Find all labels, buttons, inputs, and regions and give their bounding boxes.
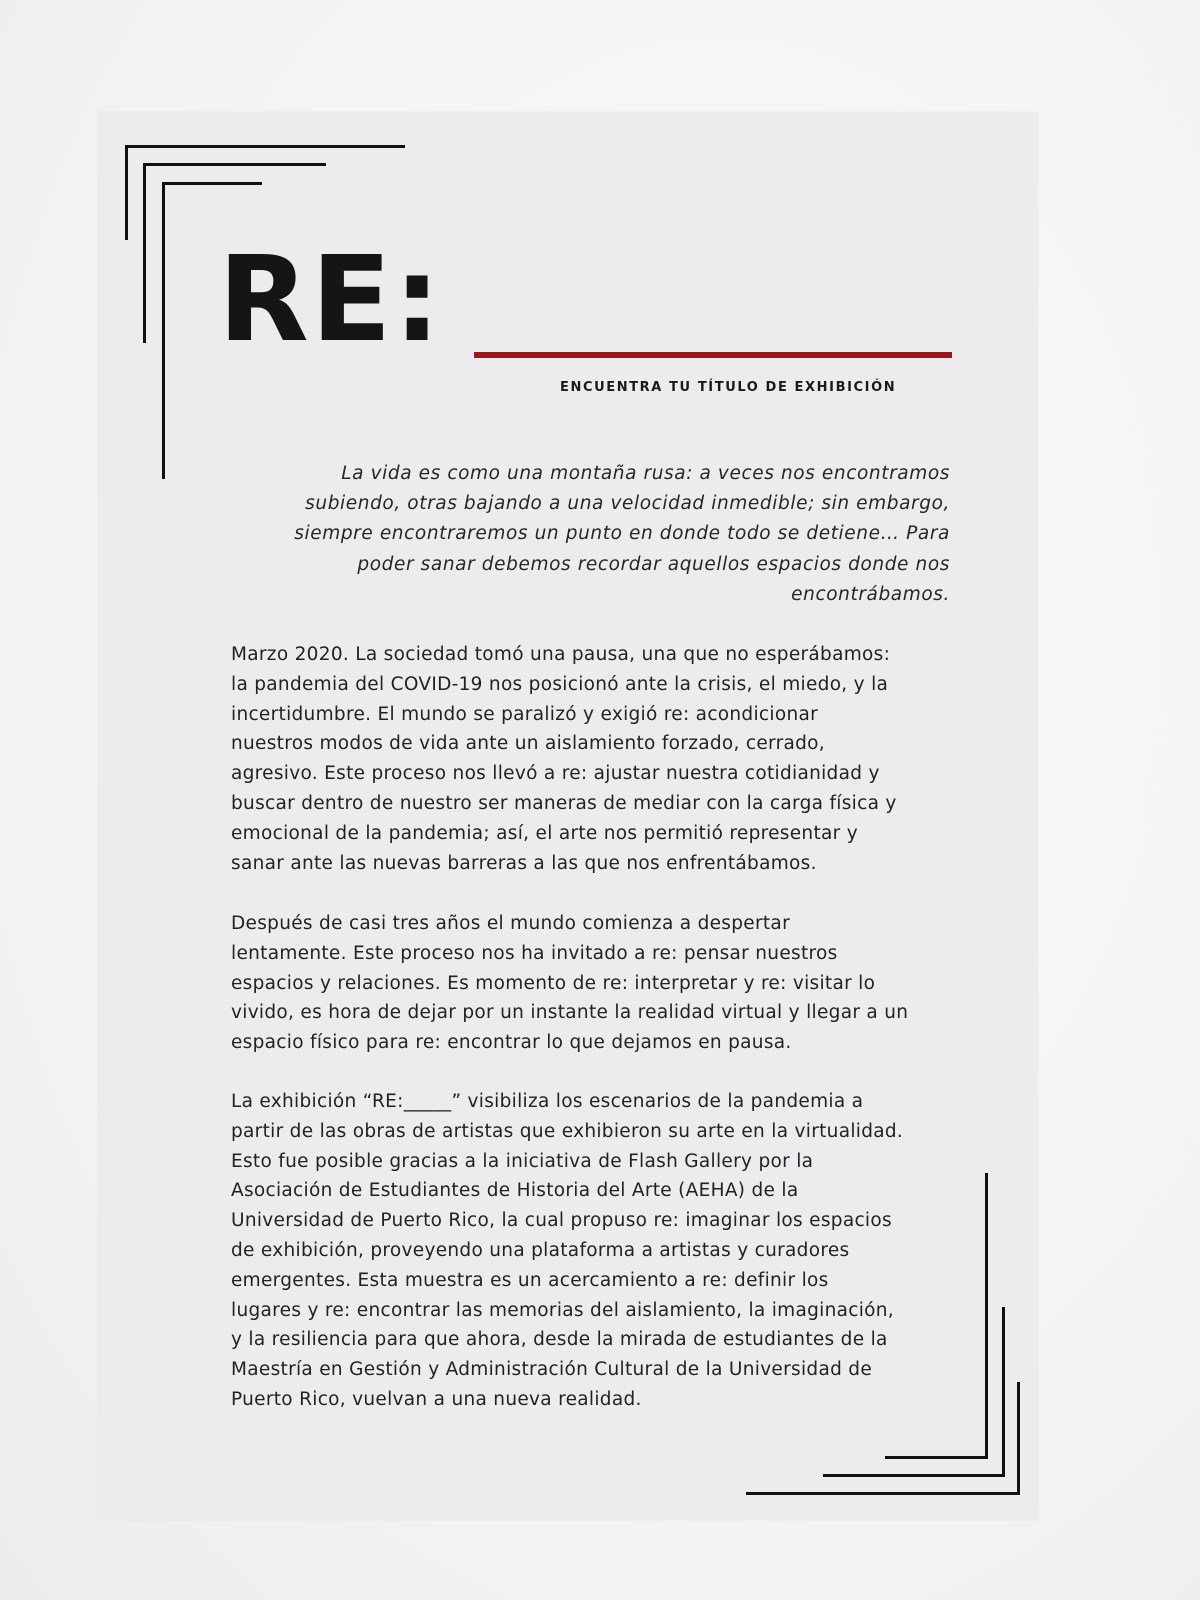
corner-line-top-mid-v: [143, 163, 146, 343]
text-line: Esto fue posible gracias a la iniciativa de Flash Gallery por la: [231, 1150, 814, 1172]
text-line: sanar ante las nuevas barreras a las que nos enfrentábamos.: [231, 852, 817, 874]
text-line: Maestría en Gestión y Administración Cultural de la Universidad de: [231, 1359, 873, 1381]
quote-line: subiendo, otras bajando a una velocidad inmedible; sin embargo,: [305, 493, 950, 515]
quote-line: poder sanar debemos recordar aquellos espacios donde nos: [357, 553, 950, 575]
corner-line-bottom-inner-h: [885, 1456, 988, 1459]
text-line: lugares y re: encontrar las memorias del aislamiento, la imaginación,: [231, 1299, 894, 1321]
title-blank-underline: [474, 352, 952, 358]
text-line: Después de casi tres años el mundo comienza a despertar: [231, 913, 790, 934]
corner-line-bottom-outer-v: [1017, 1382, 1020, 1495]
quote-line: encontrábamos.: [791, 583, 950, 605]
corner-line-top-outer-v: [125, 145, 128, 240]
text-line: Asociación de Estudiantes de Historia del Arte (AEHA) de la: [231, 1180, 799, 1202]
text-line: La exhibición “RE:_____” visibiliza los escenarios de la pandemia a: [231, 1091, 864, 1112]
text-line: nuestros modos de vida ante un aislamiento forzado, cerrado,: [231, 733, 825, 755]
corner-line-top-inner-h: [162, 182, 262, 185]
corner-line-top-mid-h: [143, 163, 326, 166]
paragraph-exhibition: [231, 1087, 959, 1415]
corner-line-top-outer-h: [125, 145, 405, 148]
corner-line-bottom-inner-v: [985, 1173, 988, 1458]
text-line: de exhibición, proveyendo una plataforma a artistas y curadores: [231, 1239, 850, 1261]
corner-line-bottom-mid-v: [1002, 1307, 1005, 1477]
text-line: lentamente. Este proceso nos ha invitado a re: pensar nuestros: [231, 942, 838, 964]
text-line: buscar dentro de nuestro ser maneras de mediar con la carga física y: [231, 792, 897, 814]
text-line: agresivo. Este proceso nos llevó a re: ajustar nuestra cotidianidad y: [231, 763, 880, 785]
text-line: emocional de la pandemia; así, el arte nos permitió representar y: [231, 822, 858, 844]
corner-line-bottom-outer-h: [746, 1492, 1020, 1495]
text-line: Puerto Rico, vuelvan a una nueva realidad.: [231, 1388, 642, 1410]
corner-line-bottom-mid-h: [823, 1474, 1005, 1477]
paragraph-three-years: [231, 909, 959, 1058]
text-line: espacio físico para re: encontrar lo que dejamos en pausa.: [231, 1032, 792, 1054]
text-line: Universidad de Puerto Rico, la cual propuso re: imaginar los espacios: [231, 1210, 892, 1232]
exhibition-subtitle: ENCUENTRA TU TÍTULO DE EXHIBICIÓN: [560, 380, 897, 395]
exhibition-title: RE:: [218, 230, 443, 368]
quote-line: La vida es como una montaña rusa: a veces nos encontramos: [341, 463, 950, 484]
epigraph-quote: [260, 459, 950, 610]
text-line: incertidumbre. El mundo se paralizó y exigió re: acondicionar: [231, 703, 819, 725]
text-line: emergentes. Esta muestra es un acercamiento a re: definir los: [231, 1269, 829, 1291]
corner-line-top-inner-v: [162, 182, 165, 479]
text-line: vivido, es hora de dejar por un instante la realidad virtual y llegar a un: [231, 1002, 909, 1024]
text-line: la pandemia del COVID-19 nos posicionó ante la crisis, el miedo, y la: [231, 673, 889, 695]
paragraph-march-2020: [231, 640, 959, 878]
text-line: Marzo 2020. La sociedad tomó una pausa, una que no esperábamos:: [231, 644, 891, 665]
text-line: espacios y relaciones. Es momento de re: interpretar y re: visitar lo: [231, 972, 876, 994]
text-line: partir de las obras de artistas que exhibieron su arte en la virtualidad.: [231, 1120, 904, 1142]
quote-line: siempre encontraremos un punto en donde todo se detiene… Para: [294, 523, 950, 545]
text-line: y la resiliencia para que ahora, desde la mirada de estudiantes de la: [231, 1329, 888, 1351]
